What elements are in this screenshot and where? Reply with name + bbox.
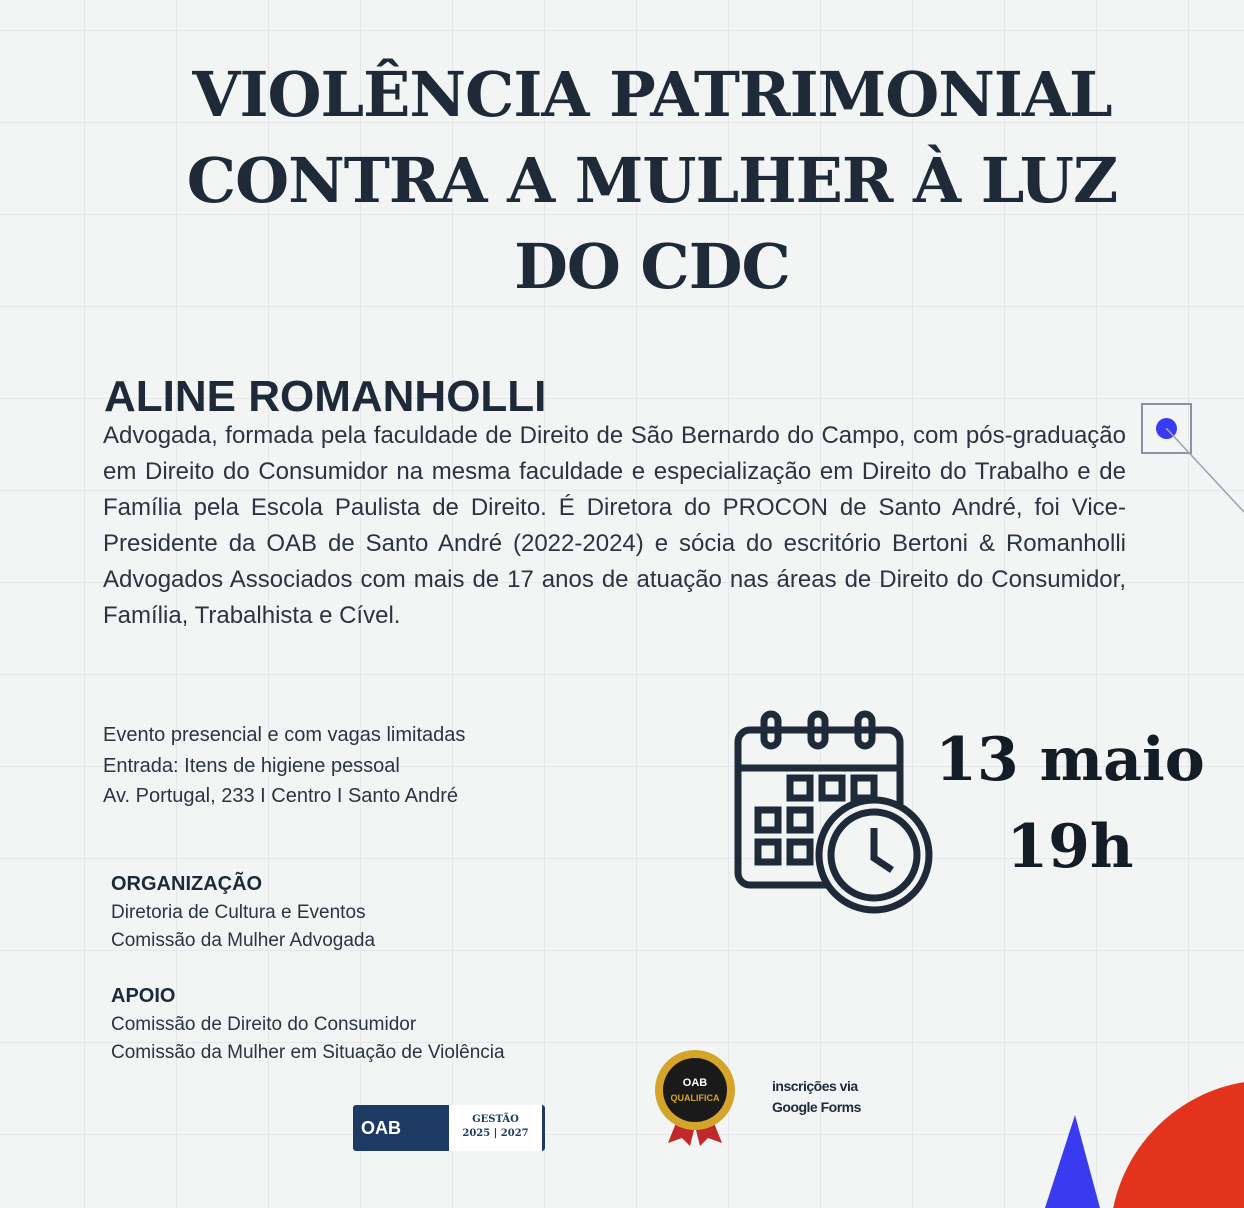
decorative-line [1166, 428, 1244, 514]
qualifica-seal-icon [650, 1048, 740, 1148]
speaker-bio: Advogada, formada pela faculdade de Direito de São Bernardo do Campo, com pós-graduação em Direito do Consumidor na mesma faculdade e especialização em Direito do Trabalho e de Família pela Escola Paulista de Direito. É Diretora do PROCON de Santo André, foi Vice-Presidente da OAB de Santo André (2022-2024) e sócia do escritório Bertoni & Romanholli Advogados Associados com mais de 17 anos de atuação nas áreas de Direito do Consumidor, Família, Trabalhista e Cível. [103, 422, 1126, 629]
event-time: 19h [1006, 812, 1134, 882]
info-line: Entrada: Itens de higiene pessoal [103, 754, 400, 777]
blue-triangle-shape [1045, 1115, 1100, 1208]
title-line: DO CDC [514, 230, 790, 303]
event-title [120, 52, 1184, 310]
event-info [103, 720, 465, 812]
info-line: Av. Portugal, 233 I Centro I Santo André [103, 785, 459, 807]
section-heading: ORGANIZAÇÃO [111, 873, 263, 895]
info-line: Evento presencial e com vagas limitadas [103, 724, 466, 746]
list-item: Diretoria de Cultura e Eventos [111, 901, 366, 923]
title-line: VIOLÊNCIA PATRIMONIAL [192, 58, 1112, 131]
list-item: Comissão de Direito do Consumidor [111, 1013, 417, 1035]
corner-decoration [1030, 1040, 1244, 1208]
section-heading: APOIO [111, 985, 176, 1007]
forms-line: inscrições via [772, 1078, 858, 1094]
red-arc-shape [1113, 1082, 1244, 1208]
forms-line: Google Forms [772, 1099, 861, 1115]
oab-gestao-logo [353, 1105, 545, 1151]
seal-oab-text: OAB [682, 1077, 708, 1089]
title-line: CONTRA A MULHER À LUZ [186, 144, 1118, 217]
calendar-clock-icon [734, 710, 939, 915]
organizacao-section [111, 870, 375, 956]
event-date: 13 maio [935, 725, 1205, 795]
list-item: Comissão da Mulher Advogada [111, 930, 376, 951]
gestao-period: 2025 | 2027 [462, 1128, 529, 1139]
speaker-name: ALINE ROMANHOLLI [104, 372, 547, 421]
apoio-section [111, 982, 505, 1068]
seal-text: QUALIFICA [670, 1093, 720, 1103]
oab-logo-text: OAB [353, 1105, 449, 1151]
list-item: Comissão da Mulher em Situação de Violência [111, 1042, 505, 1063]
gestao-label: GESTÃO [472, 1114, 519, 1125]
registration-note [772, 1076, 861, 1118]
